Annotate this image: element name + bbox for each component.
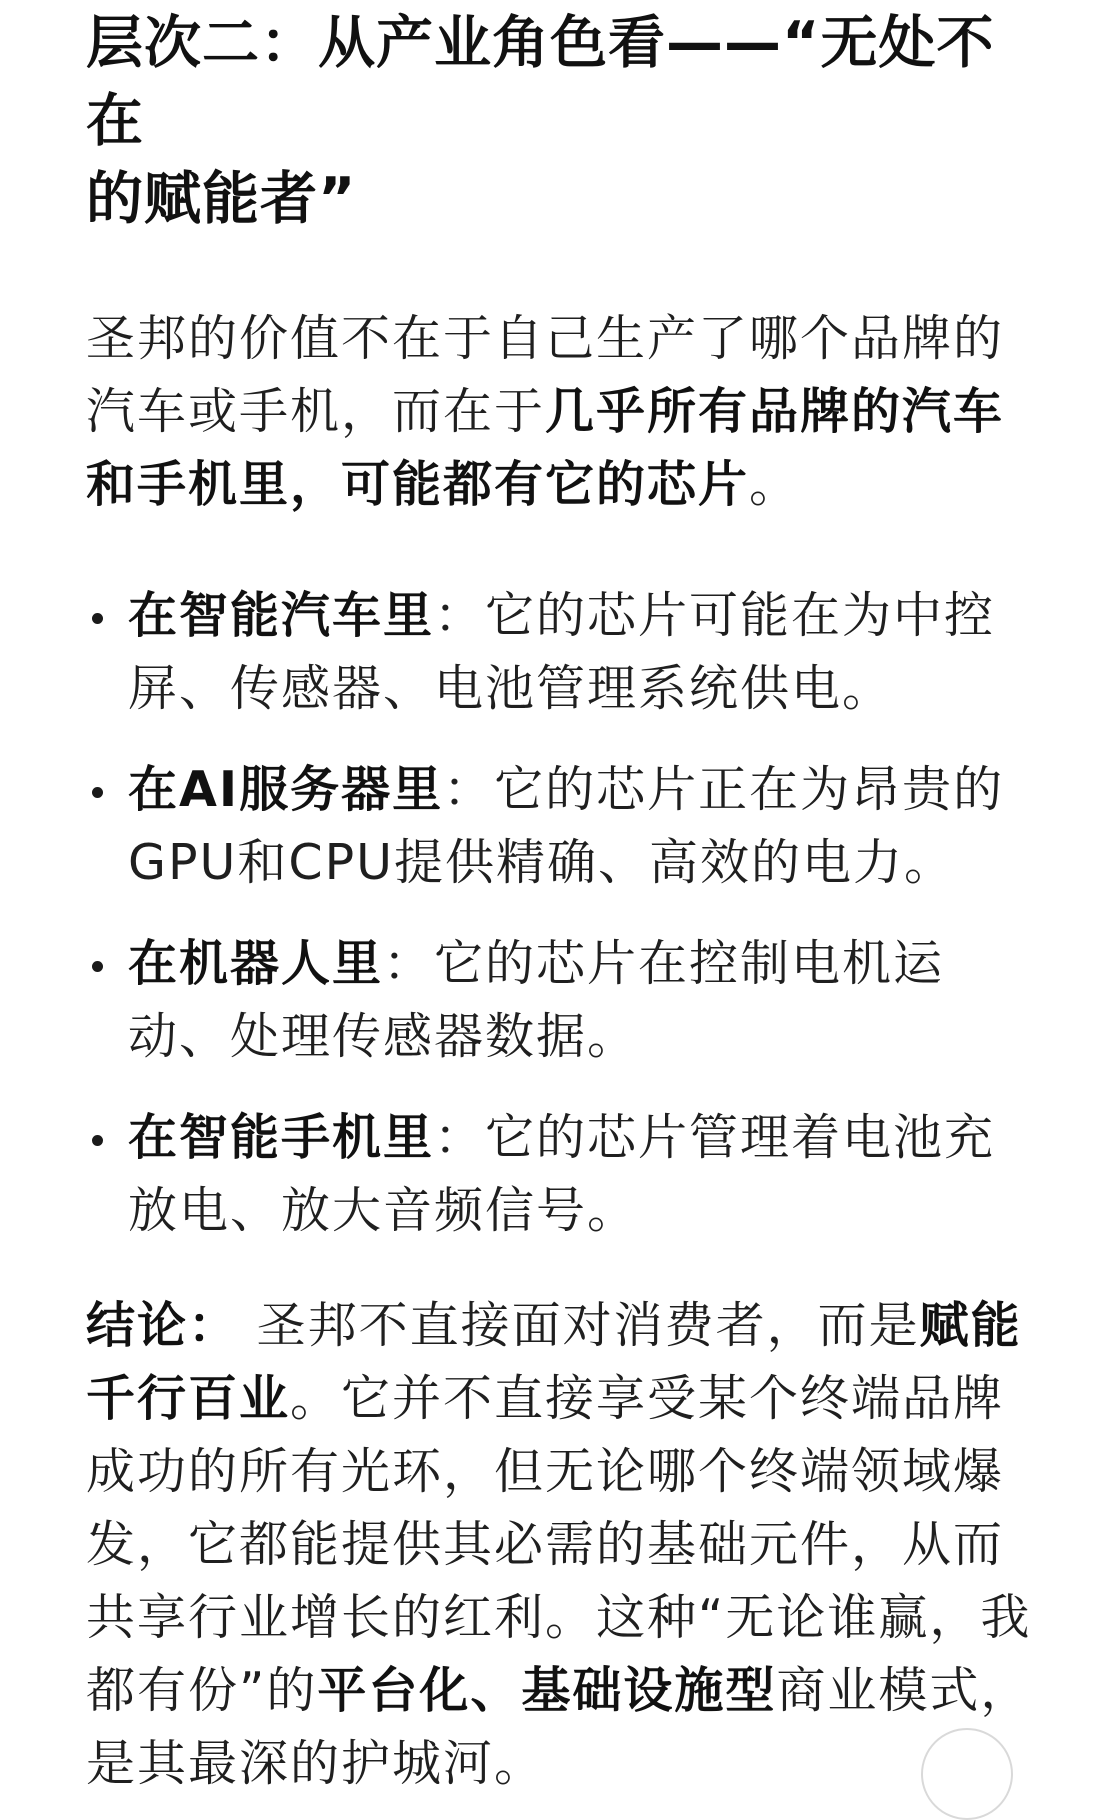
list-item [86,579,1046,725]
list-item-text: 它的芯片正在为昂贵的GPU和CPU提供精确、高效的电力。 [128,761,1005,891]
list-item-label: 在智能手机里 [128,1109,435,1166]
bullet-icon [92,961,103,972]
list-item-label: 在AI服务器里 [128,761,444,818]
application-list [86,579,1046,1247]
floating-action-button[interactable] [921,1728,1013,1820]
article-content [86,0,1046,1800]
intro-text-1: 圣邦的价值不在于自己生产了哪个品牌的汽车或手机，而在于 [86,310,1005,440]
conclusion-text-1: 圣邦不直接面对消费者，而是 [239,1297,920,1354]
intro-paragraph [86,302,1046,521]
conclusion-label: 结论： [86,1297,240,1354]
conclusion-bold-1: 赋能千行百业 [86,1297,1022,1427]
bullet-icon [92,613,103,624]
intro-bold-1: 几乎所有品牌的汽车和手机里，可能都有它的芯片 [86,383,1005,513]
conclusion-paragraph [86,1289,1046,1800]
list-item [86,1101,1046,1247]
conclusion-text-3: 商业模式，是其最深的护城河。 [86,1662,1032,1792]
list-item-text: 它的芯片管理着电池充放电、放大音频信号。 [128,1109,996,1239]
bullet-icon [92,1135,103,1146]
list-item [86,927,1046,1073]
list-item-separator: ： [434,1109,486,1166]
bullet-icon [92,787,103,798]
conclusion-text-2: 。它并不直接享受某个终端品牌成功的所有光环，但无论哪个终端领域爆发，它都能提供其必需的基础元件，从而共享行业增长的红利。这种“无论谁赢，我都有份”的 [86,1370,1032,1719]
list-item-label: 在智能汽车里 [128,587,435,644]
list-item-separator: ： [443,761,495,818]
section-heading-line2: 的赋能者” [86,166,357,232]
list-item [86,753,1046,899]
list-item-text: 它的芯片在控制电机运动、处理传感器数据。 [128,935,945,1065]
intro-text-2: 。 [749,456,801,513]
section-heading-line1: 层次二：从产业角色看——“无处不在 [86,10,995,154]
list-item-label: 在机器人里 [128,935,384,992]
list-item-separator: ： [383,935,435,992]
conclusion-bold-2: 平台化、基础设施型 [317,1662,777,1719]
list-item-text: 它的芯片可能在为中控屏、传感器、电池管理系统供电。 [128,587,996,717]
section-heading [86,0,1046,238]
list-item-separator: ： [434,587,486,644]
